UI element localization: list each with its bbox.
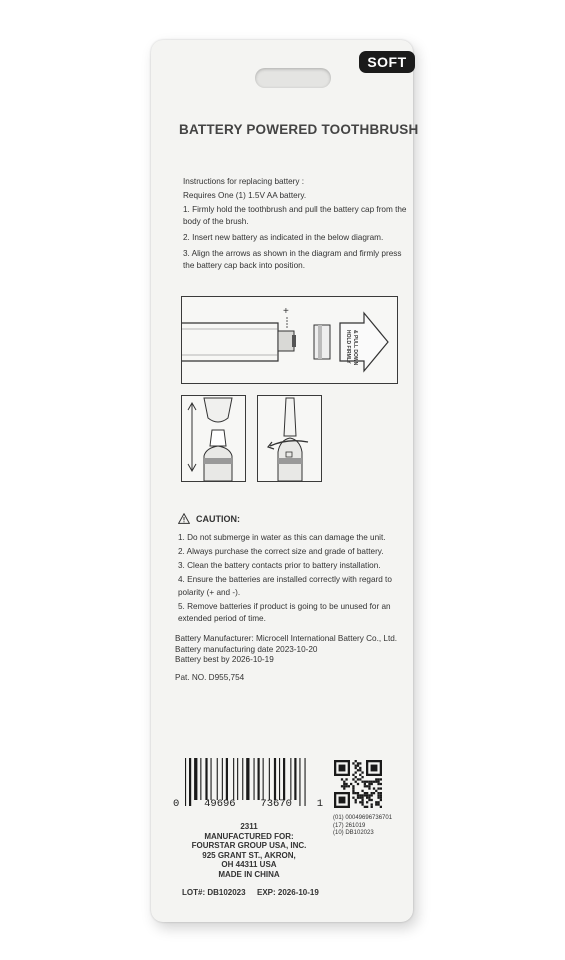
caution-item: 1. Do not submerge in water as this can damage the unit. (178, 533, 386, 542)
caution-item: 5. Remove batteries if product is going to be unused for an extended period of time. (178, 601, 391, 623)
qr-line: (17) 261019 (333, 822, 366, 829)
battery-insert-diagram (181, 296, 398, 384)
lot-number: LOT#: DB102023 (182, 888, 246, 897)
arrow-text-2: & PULL DOWN (352, 330, 358, 366)
instruction-step: 2. Insert new battery as indicated in the below diagram. (183, 233, 384, 242)
caution-item: 4. Ensure the batteries are installed correctly with regard to polarity (+ and -). (178, 575, 392, 597)
qr-code-text (333, 815, 392, 838)
instructions-heading: Instructions for replacing battery : (183, 177, 305, 186)
battery-best-by: Battery best by 2026-10-19 (175, 655, 274, 664)
mfg-line: FOURSTAR GROUP USA, INC. (191, 841, 307, 850)
battery-manufacturer-info (175, 634, 413, 666)
mfg-line: MADE IN CHINA (218, 869, 280, 879)
caution-heading (178, 513, 240, 524)
caution-label: CAUTION: (196, 513, 240, 524)
battery-requirement: Requires One (1) 1.5V AA battery. (183, 191, 307, 200)
caution-item: 2. Always purchase the correct size and grade of battery. (178, 547, 384, 556)
plus-sign: + (283, 306, 289, 317)
expiry-date: EXP: 2026-10-19 (257, 888, 319, 897)
mfg-line: 925 GRANT ST., AKRON, (202, 850, 296, 860)
cap-alignment-diagram (257, 395, 322, 482)
patent-number: Pat. NO. D955,754 (175, 673, 245, 682)
qr-line: (10) DB102023 (333, 830, 374, 836)
barcode-numbers (173, 798, 323, 810)
battery-manufacturing-date: Battery manufacturing date 2023-10-20 (175, 644, 318, 654)
instructions-section (183, 176, 408, 276)
instruction-steps (183, 204, 408, 272)
barcode-lead-digit: 0 (173, 798, 180, 810)
caution-list (178, 532, 410, 627)
arrow-text-1: HOLD FIRMLY (345, 330, 351, 364)
product-title: BATTERY POWERED TOOTHBRUSH (179, 122, 419, 137)
warning-icon (178, 513, 190, 524)
barcode-group-2: 73670 (260, 798, 292, 810)
barcode-check-digit: 1 (316, 798, 323, 810)
instruction-step: 3. Align the arrows as shown in the diagram and firmly press the battery cap back into position. (183, 249, 402, 270)
qr-code (334, 760, 382, 808)
hang-hole (255, 68, 331, 88)
mfg-line: MANUFACTURED FOR: (204, 831, 294, 841)
manufactured-for-block (179, 822, 319, 879)
cap-removal-diagram (181, 395, 246, 482)
caution-item: 3. Clean the battery contacts prior to battery installation. (178, 561, 381, 570)
package-card (151, 40, 419, 922)
barcode-group-1: 49696 (204, 798, 236, 810)
qr-line: (01) 00049696736701 (333, 815, 393, 821)
battery-manufacturer: Battery Manufacturer: Microcell International Battery Co., Ltd. (175, 634, 398, 643)
product-code: 2311 (240, 822, 258, 831)
soft-badge: SOFT (359, 51, 415, 73)
mfg-line: OH 44311 USA (221, 860, 277, 869)
instruction-step: 1. Firmly hold the toothbrush and pull the battery cap from the body of the brush. (183, 205, 407, 226)
